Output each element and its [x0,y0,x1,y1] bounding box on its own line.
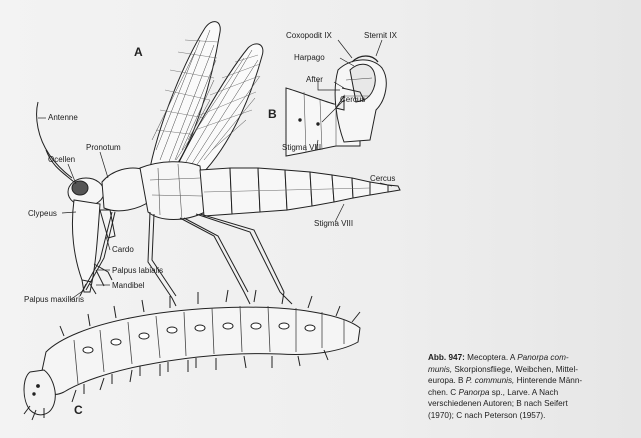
caption-line-6: (1970); C nach Peterson (1957). [428,410,546,420]
label-after: After [306,75,323,84]
label-palpus-labialis: Palpus labialis [112,266,164,275]
label-coxopodit: Coxopodit IX [286,31,332,40]
caption-species: Panorpa [458,387,490,397]
figure-caption [428,352,640,422]
label-harpago: Harpago [294,53,325,62]
panel-letter-a: A [134,45,143,59]
label-ocellen: Ocellen [48,155,76,164]
caption-line-5: verschiedenen Autoren; B nach Seifert [428,399,568,409]
label-stigma-a: Stigma VIII [314,219,354,228]
caption-text: Mecoptera. A [464,353,518,362]
caption-species: munis, [428,364,453,374]
label-clypeus: Clypeus [28,209,57,218]
label-pronotum: Pronotum [86,143,121,152]
caption-line-3 [428,375,640,387]
caption-line-2 [428,364,640,376]
genital-segment-drawing [286,56,386,156]
label-palpus-maxillaris: Palpus maxillaris [24,295,85,304]
panel-letter-b: B [268,107,277,121]
caption-text: europa. B [428,376,466,386]
caption-number: Abb. 947: [428,353,465,362]
label-sternit: Sternit IX [364,31,397,40]
label-cardo: Cardo [112,245,134,254]
larva-drawing [24,290,360,420]
caption-species: P. communis, [465,376,515,386]
caption-line-1 [428,352,640,364]
caption-text: sp., Larve. A Nach [489,387,559,397]
caption-text: chen. C [428,387,459,397]
caption-text: Skorpionsfliege, Weibchen, Mittel- [452,364,579,374]
label-mandibel: Mandibel [112,281,145,290]
caption-line-4 [428,387,640,399]
caption-species: Panorpa com- [517,353,569,362]
label-cercus-a: Cercus [370,174,396,183]
label-cercus-b: Cercus [340,95,366,104]
panel-letter-c: C [74,403,83,417]
label-stigma-b: Stigma VIII [282,143,322,152]
caption-text: Hinterende Männ- [514,376,583,386]
label-antenne: Antenne [48,113,78,122]
